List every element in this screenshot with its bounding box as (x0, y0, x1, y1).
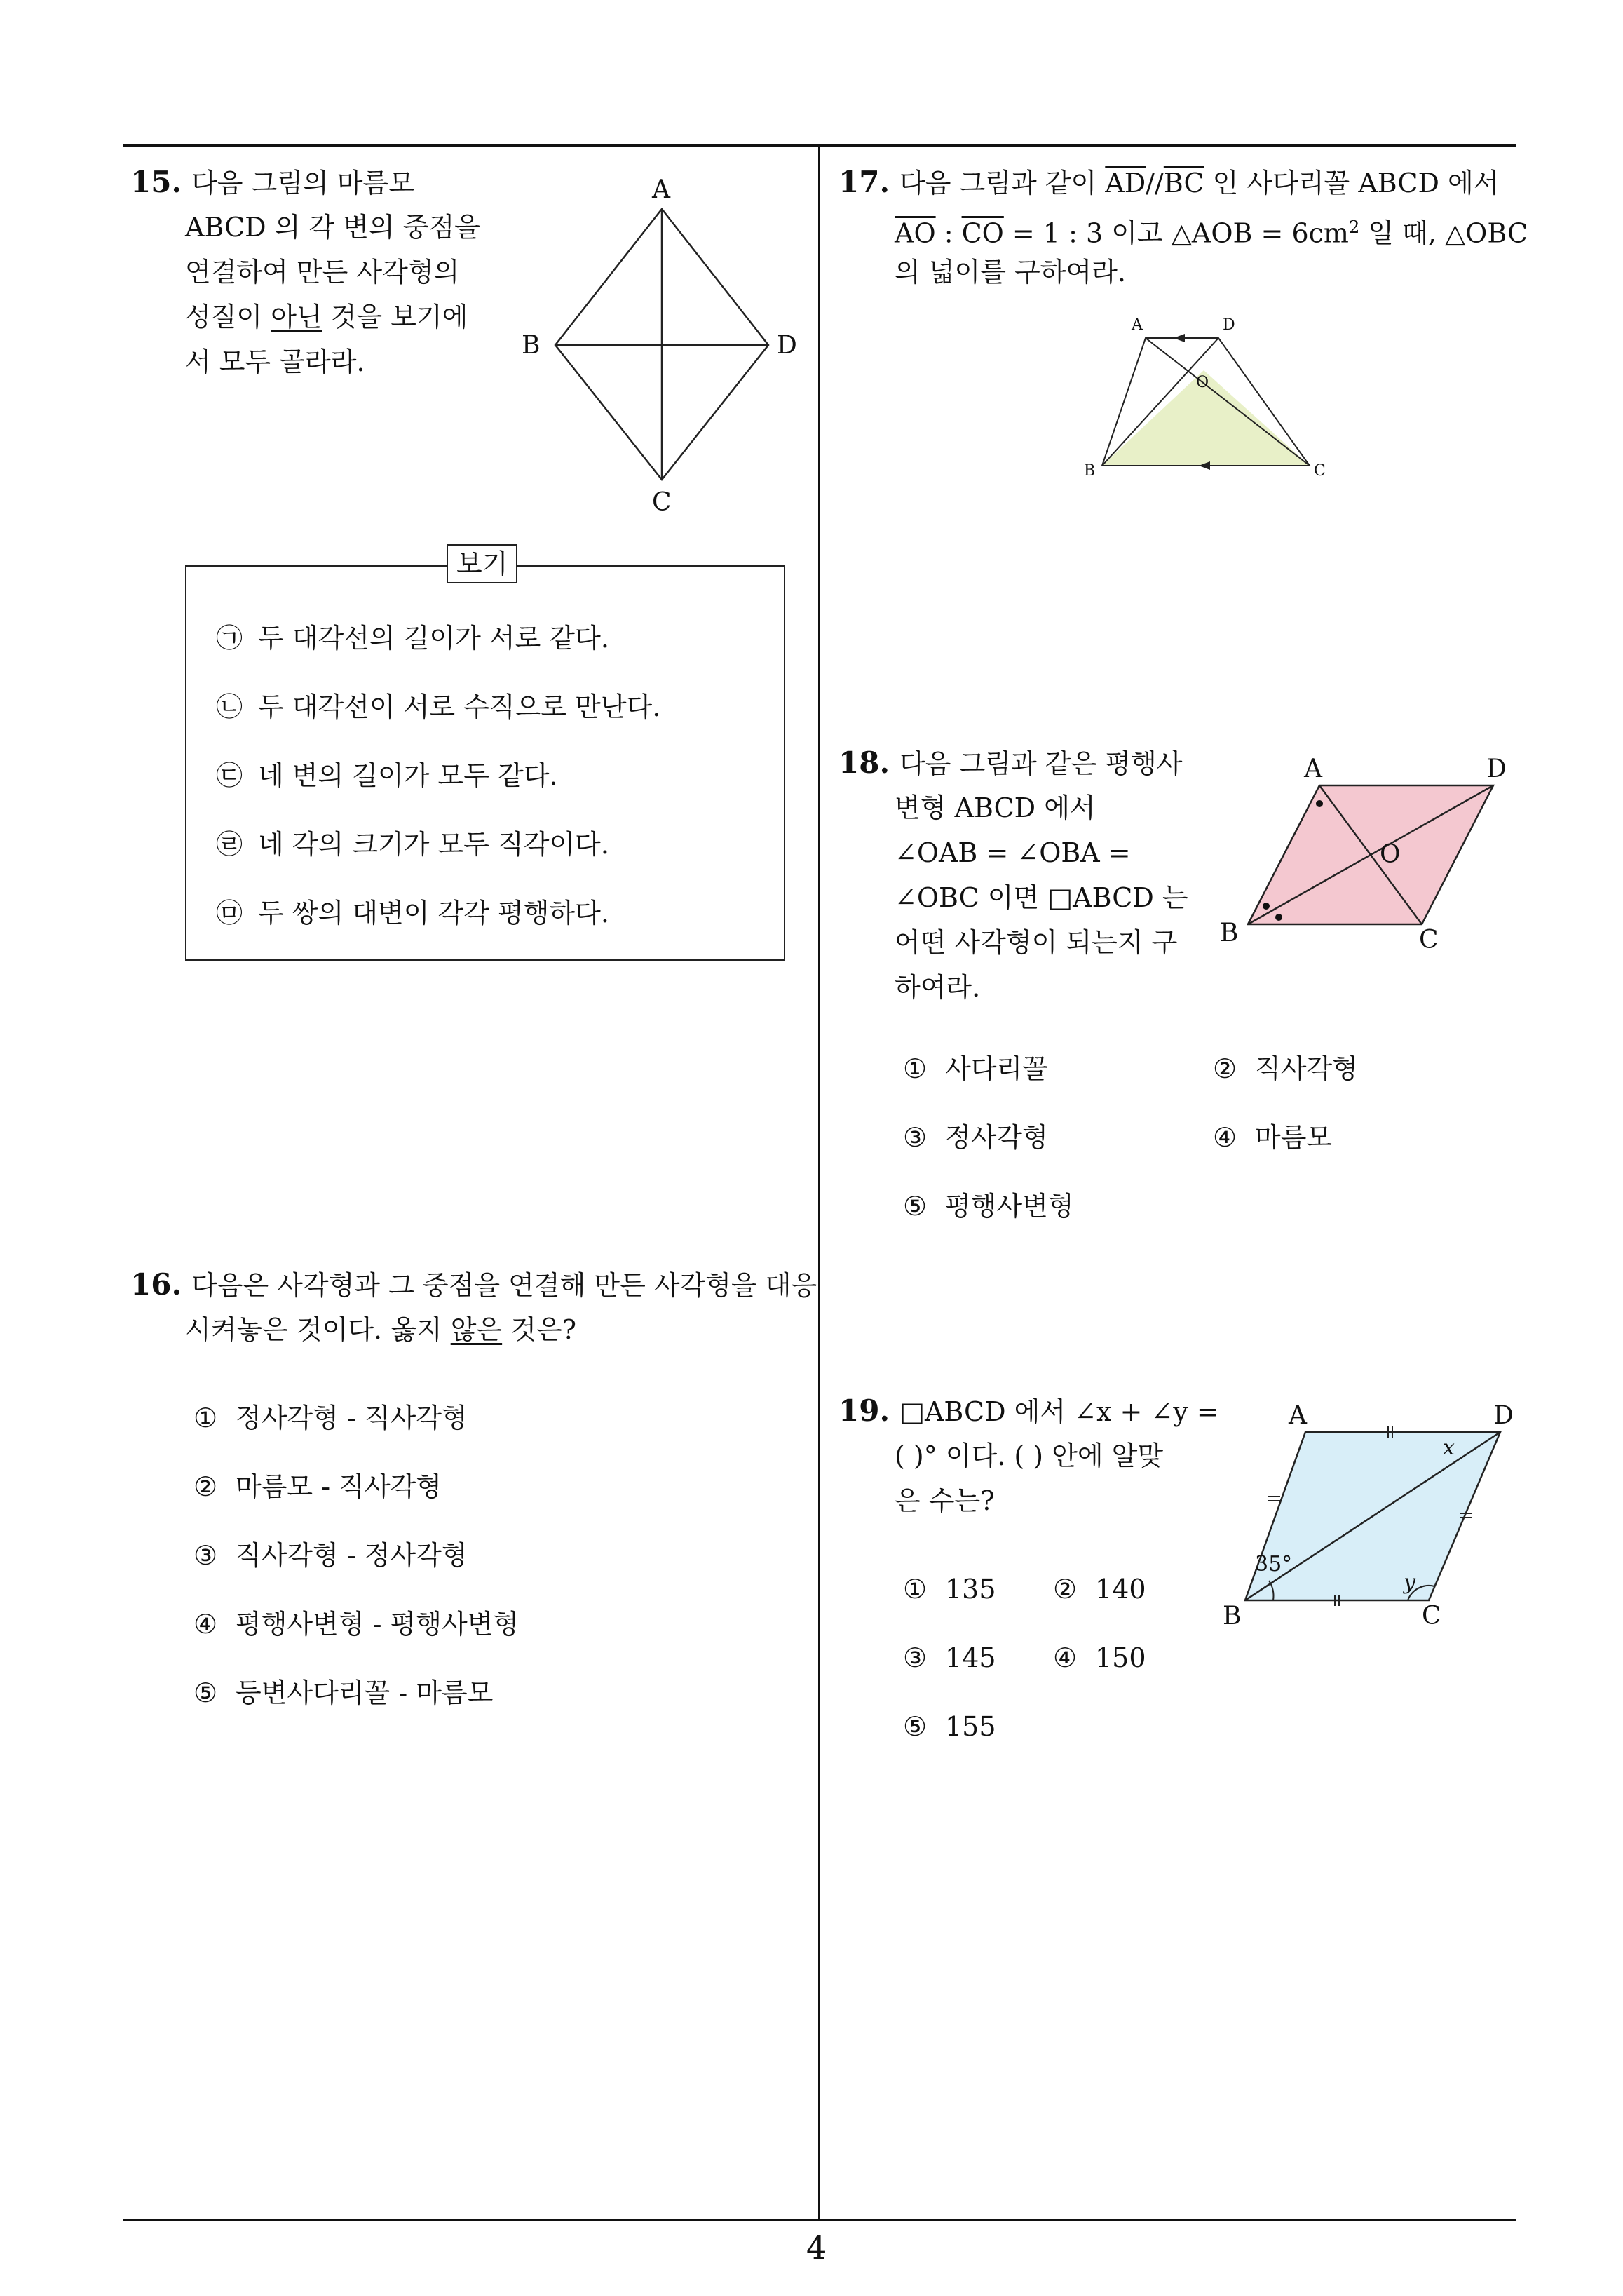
label-a: A (1304, 755, 1322, 783)
bogi-item-text: 두 대각선이 서로 수직으로 만난다. (258, 691, 661, 722)
q19-line-3: 은 수는? (895, 1485, 995, 1516)
parallel-arrow-ad (1174, 334, 1185, 342)
bogi-item (216, 759, 557, 792)
option-mark: ④ (1213, 1122, 1237, 1153)
angle-y-label: y (1404, 1570, 1415, 1595)
option-text: 145 (945, 1642, 996, 1673)
label-b: B (1084, 462, 1096, 480)
option-text: 사다리꼴 (945, 1053, 1048, 1084)
option-mark: ⑤ (903, 1191, 928, 1222)
q19-text-1: □ABCD 에서 ∠x + ∠y = (899, 1396, 1219, 1427)
q16-text-1: 다음은 사각형과 그 중점을 연결해 만든 사각형을 대응 (191, 1270, 817, 1301)
q19-option-5[interactable] (903, 1710, 996, 1743)
page-number: 4 (806, 2229, 827, 2267)
q15-line-2: ABCD 의 각 변의 중점을 (185, 212, 480, 243)
label-c: C (1314, 462, 1326, 480)
q18-line-1 (838, 741, 1182, 786)
label-d: D (777, 331, 797, 360)
option-mark: ② (1213, 1053, 1237, 1084)
q17-text-1b: 인 사다리꼴 ABCD 에서 (1212, 168, 1500, 198)
q19-line-1 (838, 1389, 1219, 1434)
segment-ad: $\overline{AD}$ (1105, 168, 1146, 198)
q16-text-2c: 것은? (510, 1314, 577, 1345)
column-divider (818, 144, 820, 2220)
label-d: D (1223, 316, 1235, 334)
q19-number: 19. (838, 1393, 890, 1428)
q18-option-4[interactable] (1213, 1121, 1332, 1154)
q17-trapezoid-figure (1073, 309, 1339, 491)
option-text: 직사각형 - 정사각형 (236, 1540, 468, 1571)
q18-line-2: 변형 ABCD 에서 (895, 792, 1096, 823)
superscript: 2 (1348, 217, 1360, 237)
bogi-item-text: 네 변의 길이가 모두 같다. (258, 760, 558, 791)
q18-line-5: 어떤 사각형이 되는지 구 (895, 927, 1178, 958)
q15-text-4a: 성질이 (185, 302, 263, 332)
label-o: O (1196, 374, 1209, 391)
q17-number: 17. (838, 165, 890, 199)
q16-line-1 (130, 1262, 817, 1308)
q18-line-4: ∠OBC 이면 □ABCD 는 (895, 882, 1188, 913)
label-c: C (1422, 1602, 1441, 1630)
q15-text-1: 다음 그림의 마름모 (191, 168, 414, 198)
option-text: 마름모 (1255, 1122, 1333, 1153)
q18-option-3[interactable] (903, 1121, 1048, 1154)
option-mark: ③ (903, 1642, 928, 1673)
q17-text-2c: 일 때, △OBC (1359, 217, 1528, 249)
bogi-item (216, 690, 660, 724)
segment-co: $\overline{CO}$ (961, 217, 1004, 249)
q16-option-3[interactable] (193, 1539, 468, 1572)
option-mark: ⑤ (903, 1711, 928, 1742)
label-d: D (1486, 755, 1507, 783)
parallel-symbol: // (1146, 168, 1164, 198)
ratio-colon: : (935, 217, 962, 249)
q18-number: 18. (838, 745, 890, 780)
bogi-item-mark: ㉡ (216, 691, 243, 722)
label-o: O (1380, 840, 1401, 869)
option-mark: ① (903, 1574, 928, 1605)
q17-line-3: 의 넓이를 구하여라. (895, 257, 1126, 288)
q16-option-4[interactable] (193, 1607, 519, 1641)
bogi-item (216, 896, 609, 930)
bogi-item-mark: ㉠ (216, 623, 243, 654)
q18-option-5[interactable] (903, 1189, 1074, 1223)
option-mark: ⑤ (193, 1677, 218, 1708)
q15-line-3: 연결하여 만든 사각형의 (185, 257, 460, 288)
q15-line-4 (185, 295, 468, 339)
option-text: 등변사다리꼴 - 마름모 (236, 1677, 494, 1708)
option-text: 135 (945, 1574, 996, 1605)
q19-option-2[interactable] (1053, 1572, 1146, 1606)
option-text: 정사각형 (945, 1122, 1048, 1153)
q16-option-1[interactable] (193, 1401, 468, 1435)
angle-35-label: 35° (1255, 1552, 1293, 1576)
q19-option-1[interactable] (903, 1572, 996, 1606)
option-mark: ③ (193, 1540, 218, 1571)
q16-number: 16. (130, 1267, 182, 1302)
q17-text-2b: = 1 : 3 이고 △AOB = 6cm (1003, 217, 1349, 249)
angle-mark-oab (1316, 800, 1323, 807)
option-text: 마름모 - 직사각형 (236, 1471, 442, 1502)
bogi-item-mark: ㉣ (216, 829, 243, 860)
q17-text-1a: 다음 그림과 같이 (899, 168, 1097, 198)
segment-ao: $\overline{AO}$ (895, 217, 936, 249)
option-mark: ③ (903, 1122, 928, 1153)
q16-option-5[interactable] (193, 1676, 493, 1710)
q18-parallelogram-figure (1220, 750, 1528, 961)
q15-line-5: 서 모두 골라라. (185, 346, 365, 377)
q16-line-2 (185, 1307, 576, 1352)
bogi-item-mark: ㉢ (216, 760, 243, 791)
q19-option-3[interactable] (903, 1641, 996, 1675)
label-a: A (1289, 1401, 1307, 1430)
q18-line-6: 하여라. (895, 972, 981, 1003)
q17-line-2 (895, 205, 1528, 256)
option-text: 평행사변형 (945, 1191, 1074, 1222)
q19-parallelogram-figure (1220, 1396, 1528, 1641)
option-mark: ④ (193, 1609, 218, 1640)
option-mark: ② (1053, 1574, 1078, 1605)
q16-option-2[interactable] (193, 1470, 442, 1504)
option-mark: ① (193, 1403, 218, 1433)
option-text: 직사각형 (1255, 1053, 1358, 1084)
q16-text-2a: 시켜놓은 것이다. 옳지 (185, 1314, 442, 1345)
option-mark: ① (903, 1053, 928, 1084)
q19-option-4[interactable] (1053, 1641, 1146, 1675)
bogi-item-mark: ㉤ (216, 898, 243, 928)
label-c: C (1419, 926, 1439, 954)
angle-x-label: x (1443, 1436, 1455, 1460)
angle-mark-oba (1263, 903, 1270, 910)
option-text: 평행사변형 - 평행사변형 (236, 1609, 520, 1640)
bogi-item-text: 두 쌍의 대변이 각각 평행하다. (258, 898, 609, 928)
label-b: B (1220, 919, 1239, 947)
label-a: A (1132, 316, 1143, 334)
option-mark: ④ (1053, 1642, 1078, 1673)
q16-underlined-word: 않은 (450, 1314, 503, 1345)
q19-line-2: ( )° 이다. ( ) 안에 알맞 (895, 1440, 1164, 1471)
q15-text-4b: 것을 보기에 (330, 302, 468, 332)
q18-option-1[interactable] (903, 1052, 1048, 1086)
segment-bc: $\overline{BC}$ (1163, 168, 1204, 198)
option-text: 140 (1095, 1574, 1146, 1605)
q15-underlined-word: 아닌 (271, 302, 322, 332)
label-a: A (652, 175, 670, 204)
label-b: B (1223, 1602, 1242, 1630)
bogi-item-text: 두 대각선의 길이가 서로 같다. (258, 623, 609, 654)
q17-line-1 (838, 160, 1499, 205)
option-mark: ② (193, 1471, 218, 1502)
bogi-item (216, 621, 609, 655)
option-text: 정사각형 - 직사각형 (236, 1403, 468, 1433)
bogi-label: 보기 (447, 544, 517, 583)
option-text: 155 (945, 1711, 996, 1742)
q18-text-1: 다음 그림과 같은 평행사 (899, 748, 1183, 779)
q15-number: 15. (130, 165, 182, 199)
q18-option-2[interactable] (1213, 1052, 1358, 1086)
option-text: 150 (1095, 1642, 1146, 1673)
label-d: D (1493, 1401, 1514, 1430)
q15-line-1 (130, 160, 414, 205)
q18-line-3: ∠OAB = ∠OBA = (895, 837, 1131, 868)
bogi-item-text: 네 각의 크기가 모두 직각이다. (258, 829, 609, 860)
q15-rhombus-figure (512, 168, 806, 519)
label-b: B (522, 331, 541, 360)
bogi-item (216, 828, 609, 861)
bottom-rule (123, 2219, 1516, 2221)
label-c: C (652, 488, 672, 517)
angle-mark-obc (1275, 914, 1282, 921)
